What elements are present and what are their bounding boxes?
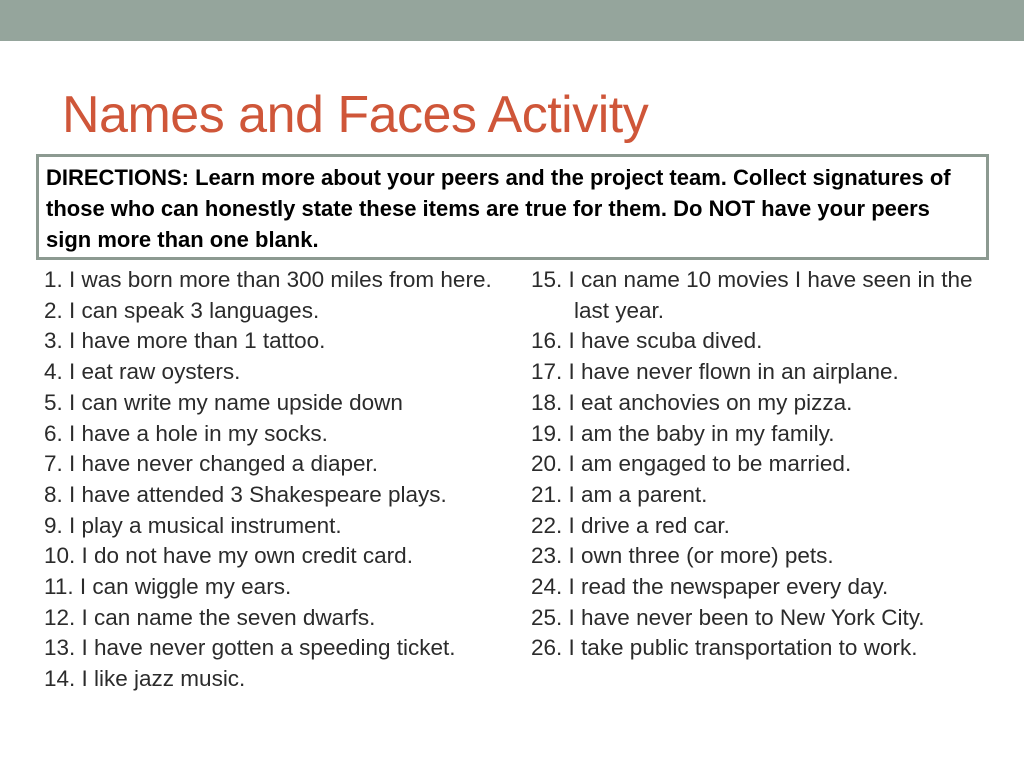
- list-item: 10. I do not have my own credit card.: [44, 543, 413, 569]
- list-item: 8. I have attended 3 Shakespeare plays.: [44, 481, 447, 507]
- list-item: 4. I eat raw oysters.: [44, 359, 241, 385]
- list-item: 25. I have never been to New York City.: [531, 604, 925, 630]
- directions-box: DIRECTIONS: Learn more about your peers and the project team. Collect signatures of those who can honestly state these items are true for them. Do NOT have your peers sign more than one blank.: [36, 154, 989, 260]
- list-item: 1. I was born more than 300 miles from here.: [44, 267, 492, 292]
- list-item: 2. I can speak 3 languages.: [44, 297, 320, 323]
- list-item: 26. I take public transportation to work.: [531, 635, 918, 661]
- list-item: 9. I play a musical instrument.: [44, 512, 342, 538]
- list-item: 3. I have more than 1 tattoo.: [44, 328, 326, 354]
- list-item: 14. I like jazz music.: [44, 666, 246, 692]
- list-item: 5. I can write my name upside down: [44, 389, 403, 415]
- list-item: 17. I have never flown in an airplane.: [531, 359, 899, 385]
- list-item: 12. I can name the seven dwarfs.: [44, 604, 376, 630]
- list-item: 16. I have scuba dived.: [531, 328, 763, 354]
- list-item: 7. I have never changed a diaper.: [44, 451, 378, 477]
- list-item: 18. I eat anchovies on my pizza.: [531, 389, 853, 415]
- list-item: 6. I have a hole in my socks.: [44, 420, 328, 446]
- list-item: 22. I drive a red car.: [531, 512, 730, 538]
- slide-title: Names and Faces Activity: [62, 86, 649, 144]
- list-item: 24. I read the newspaper every day.: [531, 574, 889, 600]
- list-item: 11. I can wiggle my ears.: [44, 574, 292, 600]
- item-list-right: [531, 265, 1011, 664]
- list-item: 23. I own three (or more) pets.: [531, 543, 834, 569]
- top-accent-bar: [0, 0, 1024, 41]
- list-item: 20. I am engaged to be married.: [531, 451, 852, 477]
- list-item: 13. I have never gotten a speeding ticket.: [44, 635, 456, 661]
- list-item: 19. I am the baby in my family.: [531, 420, 835, 446]
- list-item: 21. I am a parent.: [531, 481, 708, 507]
- list-item: 15. I can name 10 movies I have seen in the last year.: [531, 267, 973, 323]
- item-list-left: [44, 265, 514, 695]
